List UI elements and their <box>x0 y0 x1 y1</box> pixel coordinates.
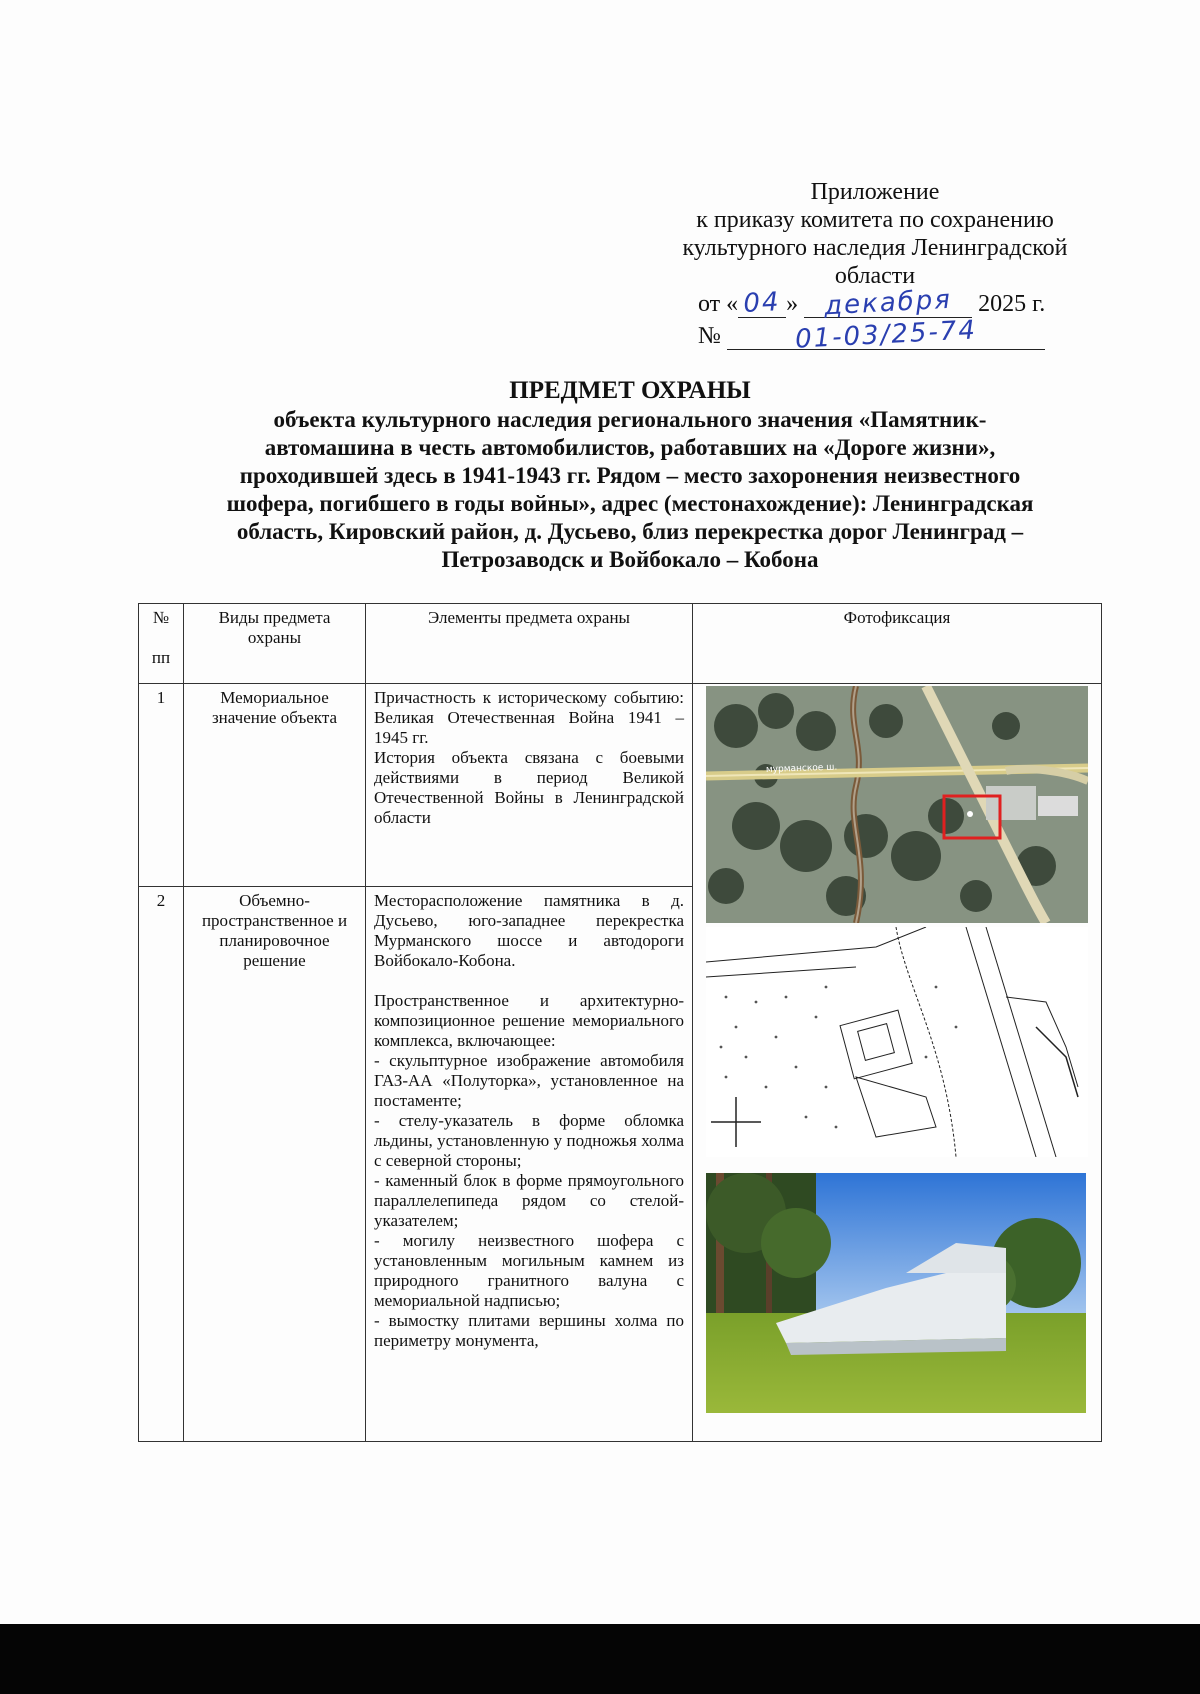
header-photo: Фотофиксация <box>693 604 1102 684</box>
element-paragraph: Месторасположение памятника в д. Дусьево, юго-западнее перекрестка Мурманского шоссе и автодороги Войбокало-Кобона. <box>374 891 684 970</box>
header-elements: Элементы предмета охраны <box>366 604 693 684</box>
row-number: 2 <box>139 887 184 1442</box>
number-label: № <box>698 323 721 349</box>
element-paragraph: Причастность к историческому событию: Великая Отечественная Война 1941 – 1945 гг. <box>374 688 684 747</box>
month-field <box>804 284 972 322</box>
protection-table <box>138 603 1102 1442</box>
photo-cell <box>693 684 1102 1442</box>
paragraph-gap <box>374 971 684 991</box>
title-line: шофера, погибшего в годы войны», адрес (местонахождение): Ленинградская <box>226 491 1034 516</box>
element-paragraph: - скульптурное изображение автомобиля ГАЗ-АА «Полуторка», установленное на постаменте; <box>374 1051 684 1110</box>
row-number: 1 <box>139 684 184 887</box>
date-mid: » <box>786 291 799 317</box>
title-line: автомашина в честь автомобилистов, работавших на «Дороге жизни», <box>264 435 996 460</box>
title-line: область, Кировский район, д. Дусьево, близ перекрестка дорог Ленинград – <box>236 519 1024 544</box>
month-handwritten: декабря <box>823 284 953 322</box>
appendix-header <box>640 178 1110 290</box>
element-paragraph: Пространственное и архитектурно-композиционное решение мемориального комплекса, включающее: <box>374 991 684 1050</box>
element-paragraph: История объекта связана с боевыми действиями в период Великой Отечественной Войны в Ленинградской области <box>374 748 684 827</box>
day-field <box>738 287 786 319</box>
row-elements <box>366 684 693 887</box>
header-kind: Виды предмета охраны <box>184 604 366 684</box>
appendix-line: Приложение <box>810 179 940 205</box>
appendix-line: культурного наследия Ленинградской <box>682 235 1068 261</box>
header-num-sub: пп <box>151 648 171 667</box>
row-elements <box>366 887 693 1442</box>
row-kind: Мемориальное значение объекта <box>184 684 366 887</box>
header-num <box>139 604 184 684</box>
map-road-label: мурманское ш. <box>765 762 838 775</box>
table-row <box>139 684 1102 887</box>
number-handwritten: 01-03/25-74 <box>794 315 978 355</box>
scan-bottom-edge <box>0 1624 1200 1694</box>
appendix-line: области <box>834 263 916 289</box>
title-main: ПРЕДМЕТ ОХРАНЫ <box>509 377 751 404</box>
day-handwritten: 04 <box>742 287 782 319</box>
document-title <box>150 375 1110 574</box>
element-paragraph: - каменный блок в форме прямоугольного параллелепипеда рядом со стелой-указателем; <box>374 1171 684 1230</box>
row-kind: Объемно-пространственное и планировочное решение <box>184 887 366 1442</box>
table-header-row <box>139 604 1102 684</box>
monument-photo-image <box>706 1173 1086 1413</box>
element-paragraph: - могилу неизвестного шофера с установленным могильным камнем из природного гранитного валуна с мемориальной надписью; <box>374 1231 684 1310</box>
element-paragraph: - вымостку плитами вершины холма по периметру монумента, <box>374 1311 684 1350</box>
element-paragraph: - стелу-указатель в форме обломка льдины, установленную у подножья холма с северной стороны; <box>374 1111 684 1170</box>
header-num-label: № <box>152 608 170 627</box>
order-date-line <box>698 284 1046 322</box>
appendix-line: к приказу комитета по сохранению <box>696 207 1054 233</box>
date-prefix: от « <box>698 291 739 317</box>
title-line: проходившей здесь в 1941-1943 гг. Рядом – место захоронения неизвестного <box>239 463 1021 488</box>
order-number-line <box>698 315 1045 355</box>
title-line: Петрозаводск и Войбокало – Кобона <box>441 547 819 572</box>
site-plan-image <box>706 927 1088 1157</box>
date-suffix: 2025 г. <box>978 291 1046 317</box>
satellite-map-image <box>706 686 1088 923</box>
number-field <box>727 315 1045 355</box>
title-line: объекта культурного наследия регионального значения «Памятник- <box>273 407 987 432</box>
